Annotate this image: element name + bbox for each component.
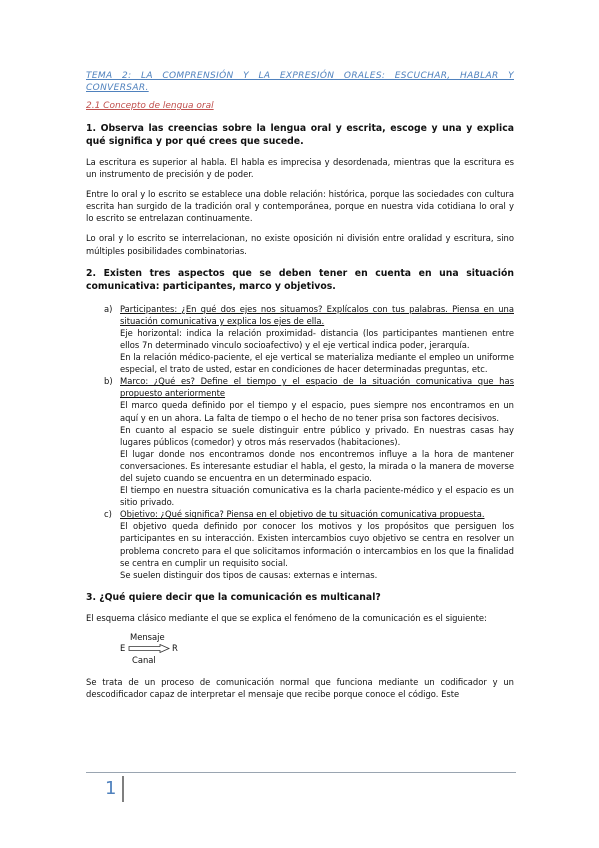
list-item-paragraph: Eje horizontal: indica la relación proximidad- distancia (los participantes mantienen entre ellos 7n determinado vinculo socioafectivo) y el eje vertical indica poder, jerarquía. (120, 327, 514, 350)
paragraph-3: Lo oral y lo escrito se interrelacionan, no existe oposición ni división entre oralidad y escritura, sino múltiples posibilidades combinatorias. (86, 233, 514, 256)
list-item-paragraph: En la relación médico-paciente, el eje vertical se materializa mediante el empleo un uniforme especial, el trato de usted, estar en condiciones de hacer determinadas preguntas, etc. (120, 352, 514, 375)
diagram-mensaje-label: Mensaje (130, 631, 165, 642)
arrow-right-icon (128, 644, 170, 653)
list-item-heading: Participantes: ¿En qué dos ejes nos situamos? Explícalos con tus palabras. Piensa en una situación comunicativa y explica los ejes de ella. (120, 303, 514, 326)
footer-divider (86, 772, 516, 773)
aspects-list (86, 303, 514, 581)
list-marker: b) (104, 376, 113, 387)
list-item-paragraph: El tiempo en nuestra situación comunicativa es la charla paciente-médico y el espacio es un sitio privado. (120, 485, 514, 508)
document-body (86, 70, 514, 700)
diagram-canal-label: Canal (132, 654, 156, 665)
paragraph-4: El esquema clásico mediante el que se explica el fenómeno de la comunicación es el siguiente: (86, 612, 487, 623)
question-3: 3. ¿Qué quiere decir que la comunicación es multicanal? (86, 591, 381, 603)
section-heading: 2.1 Concepto de lengua oral (86, 101, 214, 111)
paragraph-5: Se trata de un proceso de comunicación normal que funciona mediante un codificador y un descodificador capaz de interpretar el mensaje que recibe porque conoce el código. Este (86, 676, 514, 699)
list-item-heading: Marco: ¿Qué es? Define el tiempo y el espacio de la situación comunicativa que has propuesto anteriormente (120, 376, 514, 399)
diagram-emitter-label: E (120, 642, 126, 653)
list-item-paragraph: El objetivo queda definido por conocer los motivos y los propósitos que persiguen los participantes en su interacción. Existen intercambios cuyo objetivo se centra en resolver un problema concreto para el que solicitamos información o intercambios en los que la finalidad se centra en cumplir un requisito social. (120, 521, 514, 568)
page-number: 1 (105, 778, 117, 799)
list-item-paragraph: El lugar donde nos encontramos donde nos encontremos influye a la hora de mantener conversaciones. Es interesante estudiar el habla, el gesto, la mirada o la manera de moverse del sujeto cuando se encuentra en un determinado espacio. (120, 448, 514, 483)
list-item-participantes (86, 303, 514, 376)
list-item-paragraph: Se suelen distinguir dos tipos de causas: externas e internas. (120, 569, 378, 580)
question-2: 2. Existen tres aspectos que se deben tener en cuenta en una situación comunicativa: participantes, marco y objetivos. (86, 267, 514, 292)
list-item-heading: Objetivo: ¿Qué significa? Piensa en el objetivo de tu situación comunicativa propuesta. (120, 509, 485, 520)
list-item-marco (86, 375, 514, 508)
list-marker: c) (104, 509, 112, 520)
diagram-receiver-label: R (172, 642, 178, 653)
page-number-separator (122, 776, 124, 802)
paragraph-1: La escritura es superior al habla. El habla es imprecisa y desordenada, mientras que la escritura es un instrumento de precisión y de poder. (86, 157, 514, 180)
list-item-paragraph: El marco queda definido por el tiempo y el espacio, pues siempre nos encontramos en un aquí y en un ahora. La falta de tiempo o el hecho de no tener prisa son factores decisivos. (120, 400, 514, 423)
list-marker: a) (104, 303, 113, 314)
document-title: TEMA 2: LA COMPRENSIÓN Y LA EXPRESIÓN ORALES: ESCUCHAR, HABLAR Y CONVERSAR. (86, 71, 514, 93)
communication-diagram (120, 632, 240, 668)
list-item-objetivo (86, 508, 514, 581)
list-item-paragraph: En cuanto al espacio se suele distinguir entre público y privado. En nuestras casas hay lugares públicos (comedor) y otros más reservados (habitaciones). (120, 424, 514, 447)
question-1: 1. Observa las creencias sobre la lengua oral y escrita, escoge y una y explica qué significa y por qué crees que sucede. (86, 123, 514, 147)
paragraph-2: Entre lo oral y lo escrito se establece una doble relación: histórica, porque las sociedades con cultura escrita han surgido de la tradición oral y contemporánea, porque en nuestra vida cotidiana lo oral y lo escrito se entrelazan continuamente. (86, 189, 514, 224)
